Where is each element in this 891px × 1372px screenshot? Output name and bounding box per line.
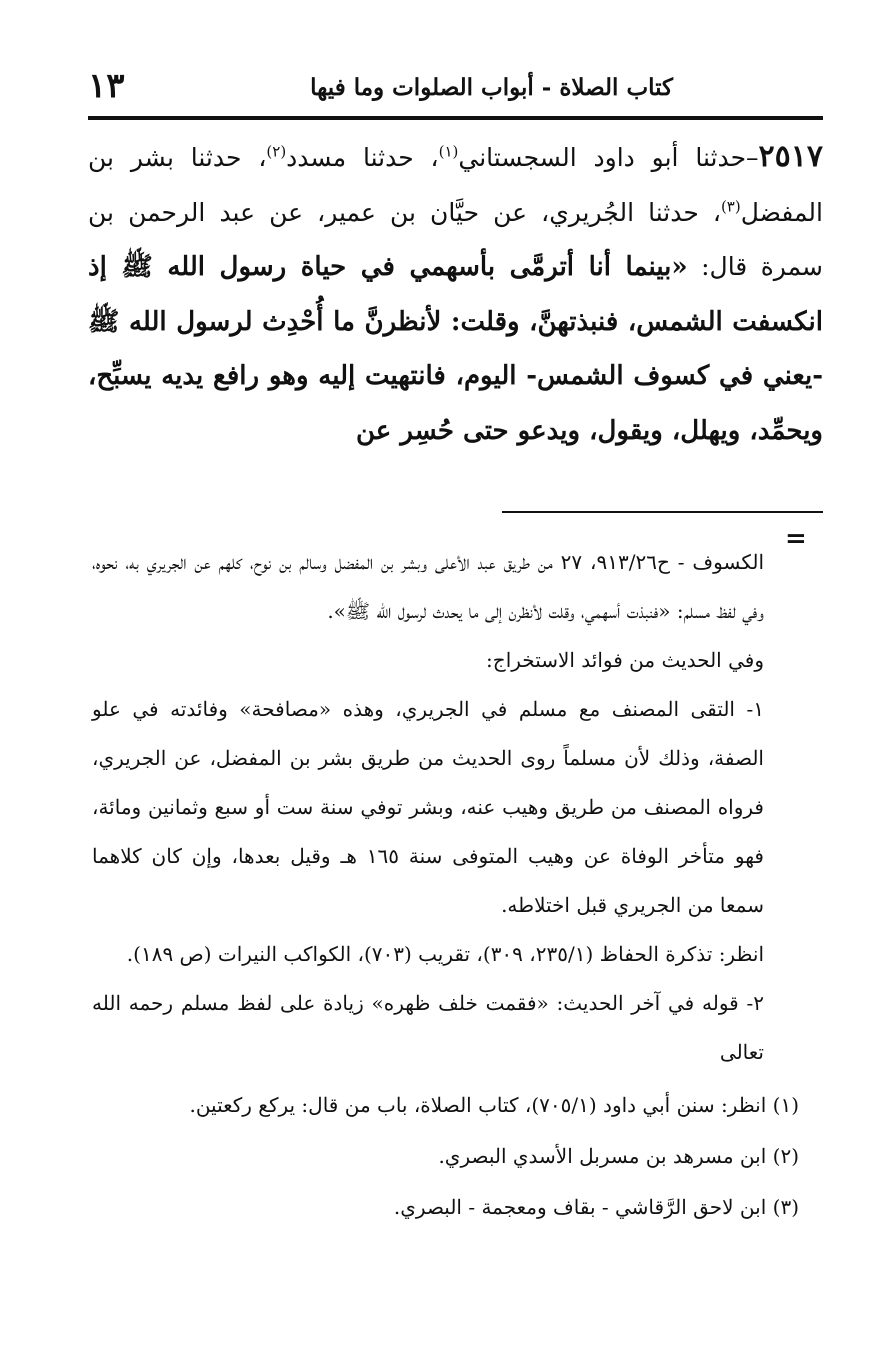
footnote-3: (٣) ابن لاحق الرَّقاشي - بقاف ومعجمة - البصري. [393, 1195, 799, 1219]
footnote-ref-3: (٣) [720, 197, 741, 216]
commentary-notes [92, 538, 764, 1077]
hadith-isnad-3: ، حدثنا بشر بن المفضل [88, 143, 823, 227]
note-paragraph: الكسوف - ح٩١٣/٢٦، ٢٧ من طريق عبد الأعلى وبشر بن المفضل وسالم بن نوح، كلهم عن الجريري به، نحوه، وفي لفظ مسلم: «فنبذت أسهمي، وقلت لأنظرن إلى ما يحدث لرسول الله ﷺ». [92, 550, 765, 623]
footnote-ref-2: (٢) [266, 142, 287, 161]
note-paragraph: وفي الحديث من فوائد الاستخراج: [486, 648, 764, 672]
note-paragraph: انظر: تذكرة الحفاظ (٢٣٥/١، ٣٠٩)، تقريب (٧٠٣)، الكواكب النيرات (ص ١٨٩). [126, 942, 764, 966]
hadith-number: ٢٥١٧ [758, 139, 823, 174]
footnote-2: (٢) ابن مسرهد بن مسربل الأسدي البصري. [438, 1144, 799, 1168]
footnote-separator [502, 511, 823, 513]
footnote-1: (١) انظر: سنن أبي داود (٧٠٥/١)، كتاب الصلاة، باب من قال: يركع ركعتين. [189, 1093, 799, 1117]
hadith-aside: -يعني في كسوف الشمس- [526, 361, 823, 391]
footnote-ref-1: (١) [438, 142, 459, 161]
hadith-matn-1: «بينما أنا أترمَّى بأسهمي في حياة رسول الله ﷺ إذ انكسفت الشمس، فنبذتهنَّ، وقلت: لأنظرنَّ ما أُحْدِث لرسول الله ﷺ [88, 252, 823, 337]
running-title: كتاب الصلاة - أبواب الصلوات وما فيها [310, 74, 673, 101]
page-header [88, 64, 823, 114]
header-rule [88, 116, 823, 120]
continuation-mark: = [785, 524, 807, 554]
note-paragraph: ٢- قوله في آخر الحديث: «فقمت خلف ظهره» زيادة على لفظ مسلم رحمه الله تعالى [92, 991, 764, 1064]
hadith-isnad-2: ، حدثنا مسدد [286, 143, 439, 172]
hadith-text [88, 130, 823, 458]
hadith-isnad-4: ، حدثنا الجُريري، عن حيَّان بن عمير، عن عبد الرحمن بن سمرة قال: [88, 197, 823, 281]
page-number: ١٣ [88, 66, 125, 106]
hadith-matn-2: اليوم، فانتهيت إليه وهو رافع يديه يسبِّح، ويحمِّد، ويهلل، ويقول، ويدعو حتى حُسِر عن [88, 361, 823, 446]
note-paragraph: ١- التقى المصنف مع مسلم في الجريري، وهذه «مصافحة» وفائدته في علو الصفة، وذلك لأن مسلماً روى الحديث من طريق بشر بن المفضل، عن الجريري، فرواه المصنف من طريق وهيب عنه، وبشر توفي سنة ست أو سبع وثمانين ومائة، فهو متأخر الوفاة عن وهيب المتوفى سنة ١٦٥ هـ وقيل بعدها، وإن كان كلاهما سمعا من الجريري قبل اختلاطه. [92, 697, 764, 917]
hadith-isnad-1: –حدثنا أبو داود السجستاني [458, 143, 759, 172]
footnotes [92, 1080, 799, 1233]
